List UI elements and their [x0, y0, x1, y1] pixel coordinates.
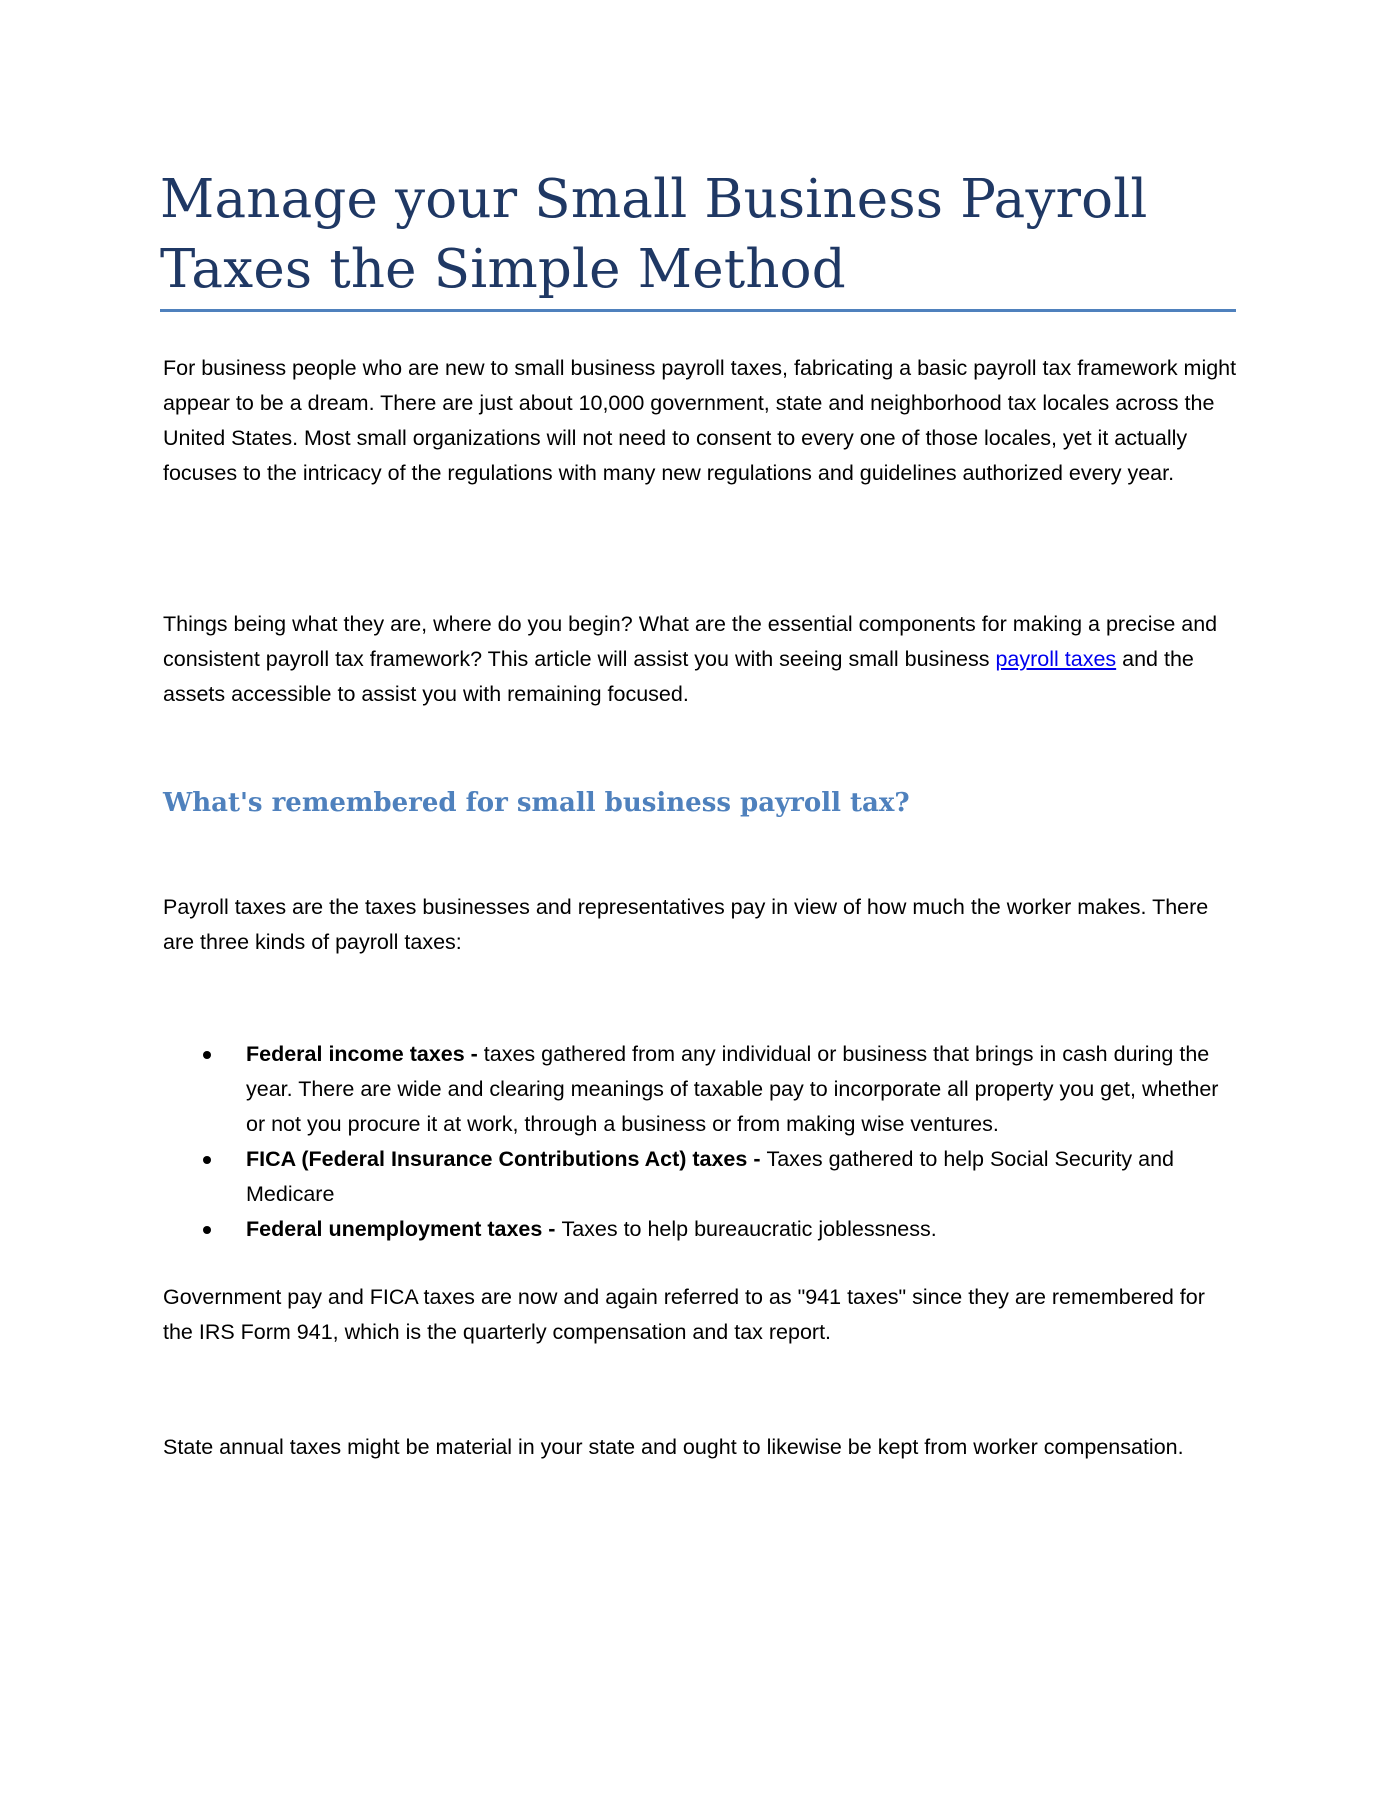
payroll-taxes-link[interactable]: payroll taxes	[995, 647, 1117, 671]
title-line-1: Manage your Small Business Payroll	[160, 169, 1148, 230]
second-paragraph-text-after: and the assets accessible to assist you with remaining focused.	[163, 647, 1194, 706]
bullet-icon	[203, 1051, 211, 1059]
list-item	[163, 1142, 1238, 1212]
payroll-intro-paragraph: Payroll taxes are the taxes businesses and representatives pay in view of how much the worker makes. There are three kinds of payroll taxes:	[163, 895, 1209, 954]
second-paragraph	[163, 607, 1238, 712]
document-title-text	[160, 165, 1235, 305]
list-item-text: taxes gathered from any individual or business that brings in cash during the year. There are wide and clearing meanings of taxable pay to incorporate all property you get, whether or not you procure it at work, through a business or from making wise ventures.	[246, 1042, 1219, 1136]
state-taxes-paragraph: State annual taxes might be material in your state and ought to likewise be kept from worker compensation.	[163, 1435, 1184, 1459]
list-item-term: FICA (Federal Insurance Contributions Act) taxes -	[246, 1147, 767, 1171]
bullet-icon	[203, 1156, 211, 1164]
form-941-paragraph: Government pay and FICA taxes are now and again referred to as "941 taxes" since they are remembered for the IRS Form 941, which is the quarterly compensation and tax report.	[163, 1285, 1205, 1344]
list-item-text: Taxes gathered to help Social Security and Medicare	[246, 1147, 1175, 1206]
bullet-icon	[203, 1226, 211, 1234]
payroll-tax-types-list	[163, 1037, 1238, 1247]
title-underline-divider	[160, 309, 1236, 312]
list-item	[163, 1212, 1238, 1247]
section-heading: What's remembered for small business payroll tax?	[163, 788, 910, 818]
list-item-term: Federal unemployment taxes -	[246, 1217, 562, 1241]
list-item	[163, 1037, 1238, 1142]
second-paragraph-text-before: Things being what they are, where do you begin? What are the essential components for making a precise and consistent payroll tax framework? This article will assist you with seeing small business	[163, 612, 1218, 671]
intro-paragraph: For business people who are new to small business payroll taxes, fabricating a basic payroll tax framework might appear to be a dream. There are just about 10,000 government, state and neighborhood tax locales across the United States. Most small organizations will not need to consent to every one of those locales, yet it actually focuses to the intricacy of the regulations with many new regulations and guidelines authorized every year.	[163, 356, 1237, 485]
document-title	[160, 165, 1235, 305]
title-line-2: Taxes the Simple Method	[160, 239, 846, 300]
list-item-text: Taxes to help bureaucratic joblessness.	[561, 1217, 937, 1241]
list-item-term: Federal income taxes -	[246, 1042, 484, 1066]
